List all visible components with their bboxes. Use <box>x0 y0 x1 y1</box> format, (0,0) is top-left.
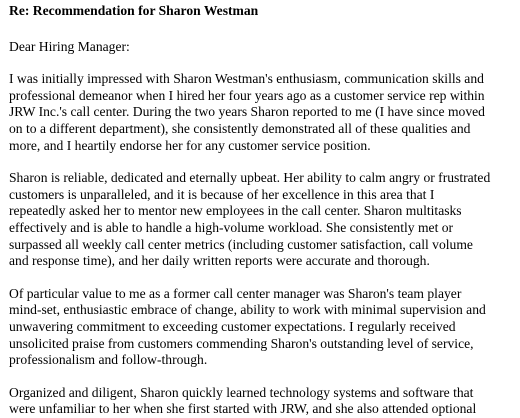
paragraph-line: professionalism and follow-through. <box>9 352 208 368</box>
paragraph-line: more, and I heartily endorse her for any customer service position. <box>9 137 371 153</box>
body-paragraph <box>9 170 514 270</box>
paragraph-line: professional demeanor when I hired her four years ago as a customer service rep within <box>9 87 485 103</box>
letter-subject: Re: Recommendation for Sharon Westman <box>9 3 259 18</box>
paragraph-line: I was initially impressed with Sharon Westman's enthusiasm, communication skills and <box>9 71 484 87</box>
paragraph-line: unwavering commitment to exceeding customer expectations. I regularly received <box>9 318 456 334</box>
paragraph-line: Of particular value to me as a former call center manager was Sharon's team player <box>9 285 462 301</box>
paragraph-line: Sharon is reliable, dedicated and eternally upbeat. Her ability to calm angry or frustrated <box>9 170 491 186</box>
letter-salutation: Dear Hiring Manager: <box>9 38 130 54</box>
body-paragraph <box>9 385 514 418</box>
paragraph-line: JRW Inc.'s call center. During the two years Sharon reported to me (I have since moved <box>9 104 485 120</box>
letter-document <box>9 0 514 418</box>
paragraph-line: were unfamiliar to her when she first started with JRW, and she also attended optional <box>9 401 477 417</box>
paragraph-line: repeatedly asked her to mentor new employees in the call center. Sharon multitasks <box>9 203 462 219</box>
paragraph-line: customers is unparalleled, and it is because of her excellence in this area that I <box>9 186 435 202</box>
paragraph-line: surpassed all weekly call center metrics (including customer satisfaction, call volume <box>9 236 473 252</box>
paragraph-line: unsolicited praise from customers commending Sharon's outstanding level of service, <box>9 335 474 351</box>
paragraph-line: and response time), and her daily written reports were accurate and thorough. <box>9 253 430 269</box>
body-paragraph <box>9 286 514 369</box>
letter-body <box>9 71 514 418</box>
paragraph-line: mind-set, enthusiastic embrace of change, ability to work with minimal supervision and <box>9 302 486 318</box>
paragraph-line: on to a different department), she consistently demonstrated all of these qualities and <box>9 120 471 136</box>
body-paragraph <box>9 71 514 154</box>
paragraph-line: Organized and diligent, Sharon quickly learned technology systems and software that <box>9 384 474 400</box>
paragraph-line: effectively and is able to handle a high-volume workload. She consistently met or <box>9 219 454 235</box>
